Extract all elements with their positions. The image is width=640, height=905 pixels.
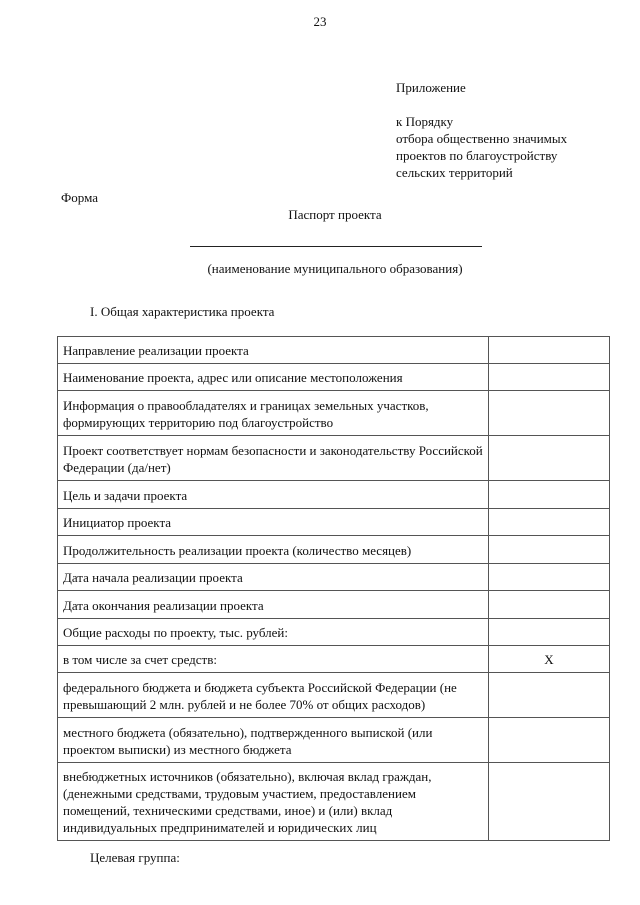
row-value-cell[interactable] [489, 337, 610, 364]
document-title: Паспорт проекта [288, 207, 382, 222]
table-row [58, 364, 610, 391]
table-row [58, 536, 610, 564]
row-label: Проект соответствует нормам безопасности и законодательству Российской Федерации (да/нет) [58, 436, 489, 481]
form-label: Форма [61, 190, 98, 205]
row-value-cell[interactable] [489, 481, 610, 509]
table-row [58, 619, 610, 646]
row-value-cell[interactable] [489, 391, 610, 436]
table-row [58, 718, 610, 763]
row-value-cell[interactable] [489, 564, 610, 591]
row-label: Продолжительность реализации проекта (количество месяцев) [58, 536, 489, 564]
row-label: Общие расходы по проекту, тыс. рублей: [58, 619, 489, 646]
appendix-line: отбора общественно значимых [396, 131, 568, 146]
row-label: Наименование проекта, адрес или описание местоположения [58, 364, 489, 391]
municipality-caption: (наименование муниципального образования) [207, 261, 463, 276]
row-value-cell[interactable] [489, 536, 610, 564]
row-label: Цель и задачи проекта [58, 481, 489, 509]
row-value-cell[interactable] [489, 436, 610, 481]
municipality-name-line [190, 246, 482, 247]
section-title: I. Общая характеристика проекта [90, 304, 275, 319]
table-row [58, 763, 610, 841]
appendix-line: к Порядку [396, 114, 454, 129]
row-label: Дата начала реализации проекта [58, 564, 489, 591]
table-row [58, 436, 610, 481]
row-value-cell[interactable] [489, 763, 610, 841]
appendix-block [396, 79, 567, 181]
row-value-cell[interactable] [489, 673, 610, 718]
row-label: Инициатор проекта [58, 509, 489, 536]
row-value-cell[interactable] [489, 591, 610, 619]
appendix-line: сельских территорий [396, 165, 513, 180]
project-characteristics-table [57, 336, 610, 841]
appendix-title: Приложение [396, 80, 466, 95]
table-row [58, 337, 610, 364]
page-number: 23 [313, 14, 327, 29]
table-row [58, 509, 610, 536]
table-row [58, 646, 610, 673]
appendix-line: проектов по благоустройству [396, 148, 558, 163]
row-label: Дата окончания реализации проекта [58, 591, 489, 619]
row-value-cell[interactable] [489, 364, 610, 391]
table-row [58, 391, 610, 436]
row-label: местного бюджета (обязательно), подтвержденного выпиской (или проектом выписки) из местного бюджета [58, 718, 489, 763]
row-value-cell[interactable] [489, 509, 610, 536]
row-value-cell[interactable] [489, 718, 610, 763]
table-row [58, 673, 610, 718]
row-label: в том числе за счет средств: [58, 646, 489, 673]
table-row [58, 564, 610, 591]
target-group-label: Целевая группа: [90, 850, 180, 865]
table-row [58, 481, 610, 509]
table-row [58, 591, 610, 619]
row-label: Направление реализации проекта [58, 337, 489, 364]
row-label: федерального бюджета и бюджета субъекта Российской Федерации (не превышающий 2 млн. рублей и не более 70% от общих расходов) [58, 673, 489, 718]
row-value-cell[interactable] [489, 619, 610, 646]
row-label: Информация о правообладателях и границах земельных участков, формирующих территорию под благоустройство [58, 391, 489, 436]
row-value-cell[interactable]: X [489, 646, 610, 673]
row-label: внебюджетных источников (обязательно), включая вклад граждан, (денежными средствами, трудовым участием, предоставлением помещений, техническими средствами, иное) и (или) вклад индивидуальных предпринимателей и юридических лиц [58, 763, 489, 841]
